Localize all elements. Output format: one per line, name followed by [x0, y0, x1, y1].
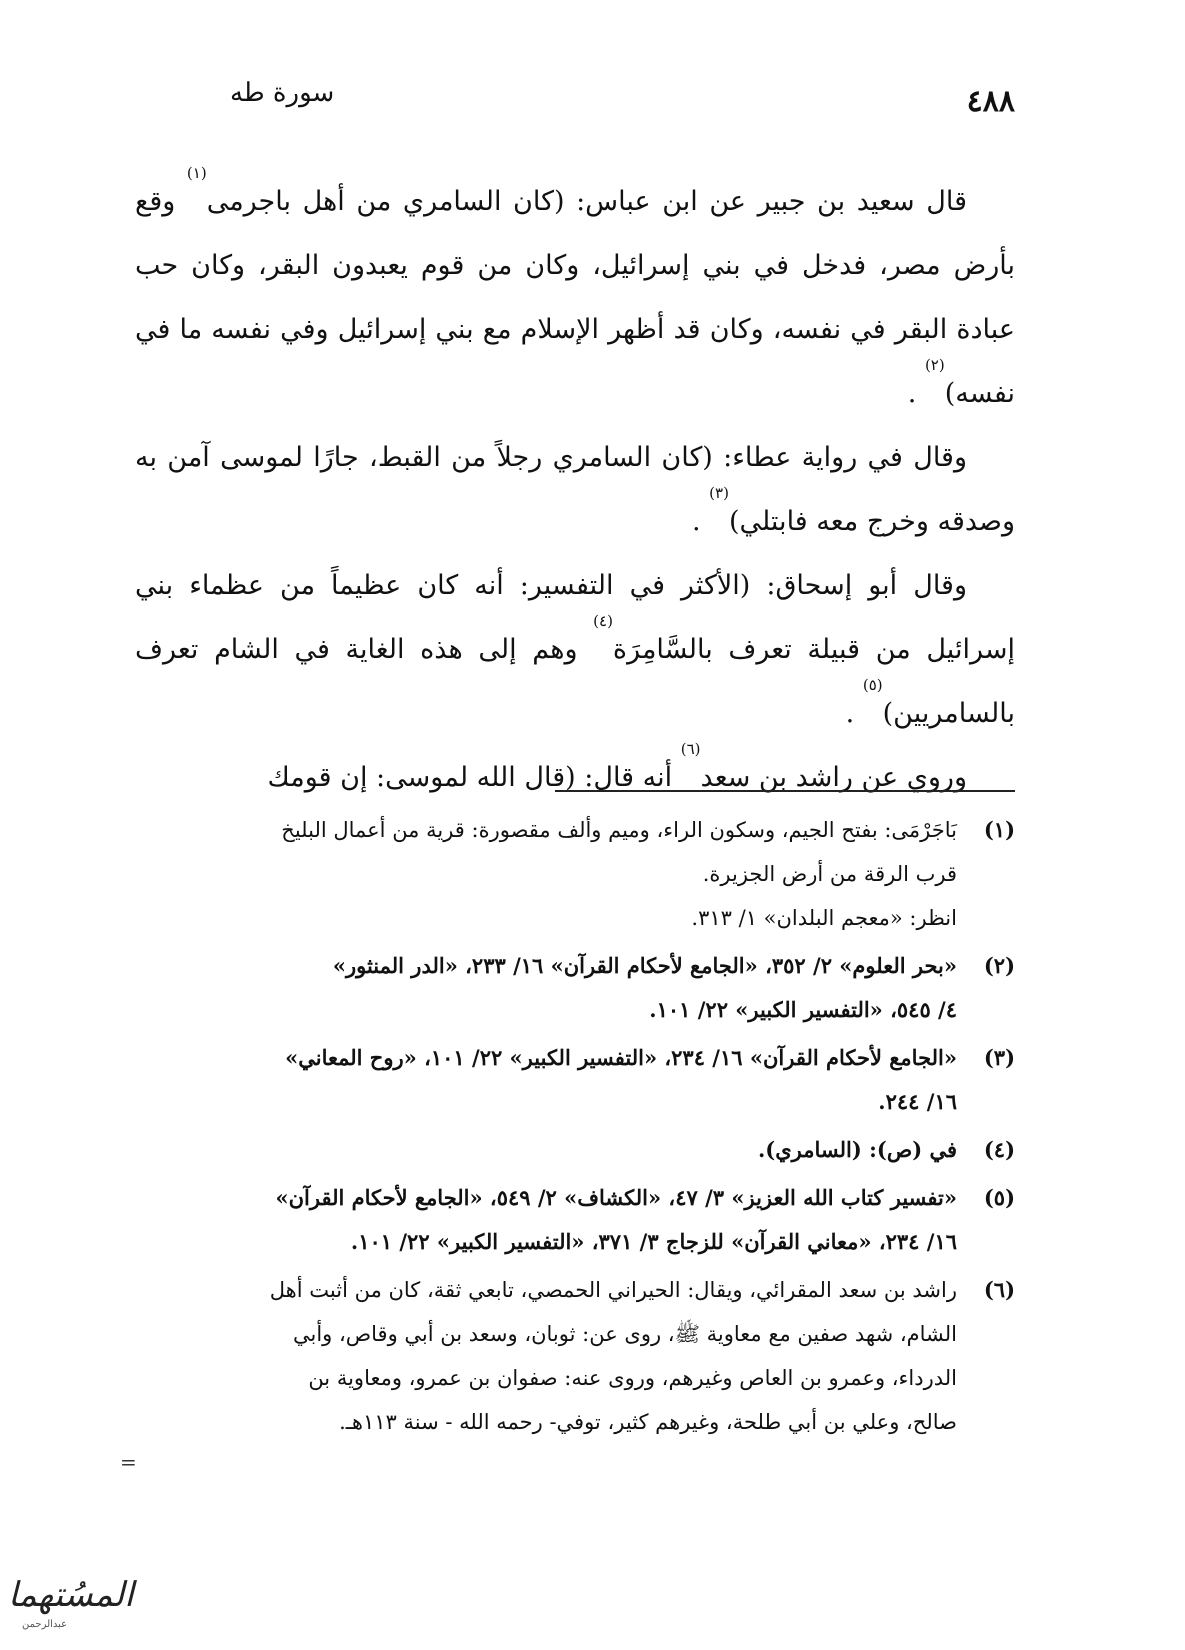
watermark-text: المسُتهما: [8, 1575, 134, 1615]
paragraph-end: .: [691, 506, 710, 537]
footnote-ref[interactable]: (٢): [924, 356, 945, 374]
paragraph-text: وهم إلى هذه الغاية في الشام تعرف بالسامريين): [135, 634, 1015, 729]
watermark-subtext: عبدالرحمن: [22, 1619, 68, 1630]
paragraph-text: وقال في رواية عطاء: (كان السامري رجلاً من القبط، جارًا لموسى آمن به وصدقه وخرج معه فابتلي): [135, 442, 1015, 537]
footnote-line: الدرداء، وعمرو بن العاص وغيرهم، وروى عنه: صفوان بن عمرو، ومعاوية بن: [308, 1366, 957, 1390]
paragraph-text: وقع بأرض مصر، فدخل في بني إسرائيل، وكان من قوم يعبدون البقر، وكان حب عبادة البقر في نفسه، وكان قد أظهر الإسلام مع بني إسرائيل وفي نفسه ما في نفسه): [135, 186, 1015, 409]
footnote-number: (٤): [983, 1137, 1015, 1162]
footnote-ref[interactable]: (٦): [680, 740, 701, 758]
footnote-line: «بحر العلوم» ٢/ ٣٥٢، «الجامع لأحكام القرآن» ١٦/ ٢٣٣، «الدر المنثور»: [332, 953, 957, 978]
footnote-line: ١٦/ ٢٣٤، «معاني القرآن» للزجاج ٣/ ٣٧١، «التفسير الكبير» ٢٢/ ١٠١.: [350, 1229, 957, 1254]
footnote-ref[interactable]: (٣): [709, 484, 729, 502]
paragraph-3: [135, 554, 1015, 746]
footnote-4: [135, 1128, 1015, 1172]
footnote-line: ٤/ ٥٤٥، «التفسير الكبير» ٢٢/ ١٠١.: [649, 997, 957, 1022]
footnote-3: [135, 1036, 1015, 1124]
watermark-logo: [8, 1575, 134, 1645]
paragraph-text: أنه قال: (قال الله لموسى: إن قومك: [267, 762, 681, 793]
paragraph-text: قال سعيد بن جبير عن ابن عباس: (كان السامري من أهل باجرمى: [206, 186, 967, 217]
footnote-divider: [555, 790, 1015, 792]
footnote-6: [135, 1268, 1015, 1444]
footnote-ref[interactable]: (١): [186, 164, 207, 182]
page-number: ٤٨٨: [966, 84, 1015, 119]
paragraph-4: [135, 740, 1015, 810]
main-text: [135, 164, 1015, 810]
footnote-ref[interactable]: (٥): [862, 676, 883, 694]
footnote-5: [135, 1176, 1015, 1264]
paragraph-end: .: [845, 698, 863, 729]
footnote-line: صالح، وعلي بن أبي طلحة، وغيرهم كثير، توفي- رحمه الله - سنة ١١٣هـ.: [339, 1410, 957, 1434]
continuation-mark: =: [120, 1450, 137, 1474]
footnote-line: الشام، شهد صفين مع معاوية ﷺ، روى عن: ثوبان، وسعد بن أبي وقاص، وأبي: [292, 1322, 957, 1346]
footnote-line: انظر: «معجم البلدان» ١/ ٣١٣.: [691, 906, 957, 930]
footnote-line: بَاجَرْمَى: بفتح الجيم، وسكون الراء، وميم وألف مقصورة: قرية من أعمال البليخ: [281, 818, 957, 842]
footnote-line: «الجامع لأحكام القرآن» ١٦/ ٢٣٤، «التفسير الكبير» ٢٢/ ١٠١، «روح المعاني»: [285, 1045, 957, 1070]
paragraph-2: [135, 426, 1015, 554]
footnote-number: (٢): [983, 953, 1015, 978]
footnote-line: ١٦/ ٢٤٤.: [878, 1089, 957, 1114]
paragraph-end: .: [907, 378, 925, 409]
footnote-2: [135, 944, 1015, 1032]
footnotes: [135, 808, 1015, 1448]
footnote-number: (٦): [983, 1277, 1015, 1302]
paragraph-text: وقال أبو إسحاق: (الأكثر في التفسير: أنه كان عظيماً من عظماء بني إسرائيل من قبيلة تعرف بالسَّامِرَة: [135, 570, 1015, 665]
footnote-line: قرب الرقة من أرض الجزيرة.: [702, 862, 957, 886]
paragraph-1: [135, 164, 1015, 426]
footnote-1: [135, 808, 1015, 940]
page-header: [230, 78, 1015, 128]
footnote-line: في (ص): (السامري).: [758, 1137, 957, 1162]
surah-title: سورة طه: [230, 78, 335, 108]
footnote-line: راشد بن سعد المقرائي، ويقال: الحيراني الحمصي، تابعي ثقة، كان من أثبت أهل: [269, 1278, 957, 1302]
footnote-number: (٥): [983, 1185, 1015, 1210]
footnote-number: (١): [983, 817, 1015, 842]
paragraph-text: وروي عن راشد بن سعد: [700, 762, 967, 793]
footnote-ref[interactable]: (٤): [593, 612, 613, 630]
footnote-number: (٣): [983, 1045, 1015, 1070]
footnote-line: «تفسير كتاب الله العزيز» ٣/ ٤٧، «الكشاف» ٢/ ٥٤٩، «الجامع لأحكام القرآن»: [275, 1185, 957, 1210]
